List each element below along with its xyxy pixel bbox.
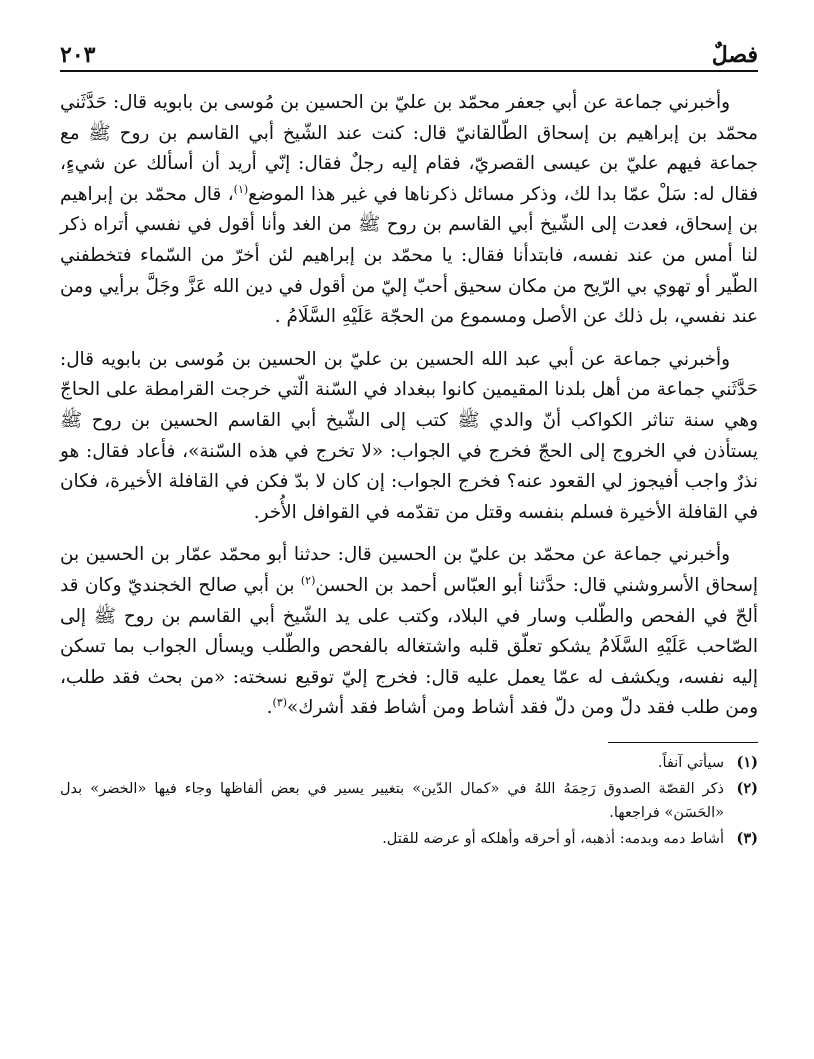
paragraph-3-continuation: بن أبي صالح الخجنديّ وكان قد ألحّ في الفحص والطّلب وسار في البلاد، وكتب على يد الشّيخ أبي القاسم بن روح ﷺ إلى الصّاحب عَلَيْهِ السَّلَامُ يشكو تعلّق قلبه واشتغاله بالفحص والطّلب ويسأل الجواب بما تسكن إليه نفسه، ويكشف له عمّا يعمل عليه قال: فخرج إليّ توقيع نسخته: «من بحث فقد طلب، ومن طلب فقد دلّ ومن دلّ فقد أشاط ومن أشاط فقد أشرك» [60,574,758,719]
page-header [60,36,758,72]
paragraph-1-continuation: ، قال محمّد بن إبراهيم بن إسحاق، فعدت إلى الشّيخ أبي القاسم بن روح ﷺ من الغد وأنا أقول في نفسي أتراه ذكر لنا أمس من عند نفسه، فابتدأنا فقال: يا محمّد بن إبراهيم لئن أخرّ من السّماء فتخطفني الطّير أو تهوي بي الرّيح من مكان سحيق أحبّ إليّ من أقول في دين الله عَزَّ وجَلَّ برأيي ومن عند نفسي، بل ذلك عن الأصل ومسموع من الحجّة عَلَيْهِ السَّلَامُ . [60,183,758,328]
footnote-separator [608,742,758,743]
footnote-number: (١) [736,753,758,771]
note-ref-1: (١) [233,182,249,196]
main-text [60,88,758,724]
paragraph-2-text: وأخبرني جماعة عن أبي عبد الله الحسين بن عليّ بن الحسين بن مُوسى بن بابويه قال: حَدَّثَني جماعة من أهل بلدنا المقيمين كانوا ببغداد في السّنة الّتي خرجت القرامطة على الحاجّ وهي سنة تناثر الكواكب أنّ والدي ﷺ كتب إلى الشّيخ أبي القاسم الحسين بن روح ﷺ يستأذن في الخروج إلى الحجّ فخرج في الجواب: «لا تخرج في هذه السّنة»، فأعاد فقال: هو نذرٌ واجب أفيجوز لي القعود عنه؟ فخرج الجواب: إن كان لا بدّ فكن في القافلة الأخيرة، فكان في القافلة الأخيرة فسلم بنفسه وقتل من تقدّمه في القوافل الأُخر. [60,348,758,523]
footnote-1 [60,751,758,775]
footnote-text: سيأتي آنفاً. [657,754,724,771]
paragraph-1-text: وأخبرني جماعة عن أبي جعفر محمّد بن عليّ بن الحسين بن مُوسى بن بابويه قال: حَدَّثَني محمّد بن إبراهيم بن إسحاق الطّالقانيّ قال: كنت عند الشّيخ أبي القاسم بن روح ﷺ مع جماعة فيهم عليّ بن عيسى القصريّ، فقام إليه رجلٌ فقال: إنّي أريد أن أسألك عن شيءٍ، فقال له: سَلْ عمّا بدا لك، وذكر مسائل ذكرناها في غير هذا الموضع [60,92,758,205]
paragraph-2 [60,345,758,529]
page-number: ٢٠٣ [60,42,96,68]
note-ref-2: (٢) [300,573,316,587]
footnote-text: ذكر القصّة الصدوق رَحِمَهُ اللهُ في «كمال الدّين» بتغيير يسير في بعض ألفاظها وجاء فيها «الخضر» بدل «الحَسَن» فراجعها. [60,780,724,821]
footnote-text: أشاط دمه وبدمه: أذهبه، أو أحرقه وأهلكه أو عرضه للقتل. [382,830,724,847]
paragraph-3-end: . [266,697,273,719]
footnotes [60,751,758,851]
paragraph-1 [60,88,758,333]
paragraph-3-text: وأخبرني جماعة عن محمّد بن عليّ بن الحسين قال: حدثنا أبو محمّد عمّار بن الحسين بن إسحاق الأسروشني قال: حدَّثنا أبو العبّاس أحمد بن الحسن [60,544,759,596]
running-title: فصلٌ [711,42,758,68]
note-ref-3: (٣) [272,696,288,710]
footnote-number: (٢) [736,779,758,797]
paragraph-3 [60,540,758,724]
footnote-number: (٣) [736,829,758,847]
footnote-3 [60,827,758,851]
footnote-2 [60,777,758,825]
book-page [60,36,758,853]
